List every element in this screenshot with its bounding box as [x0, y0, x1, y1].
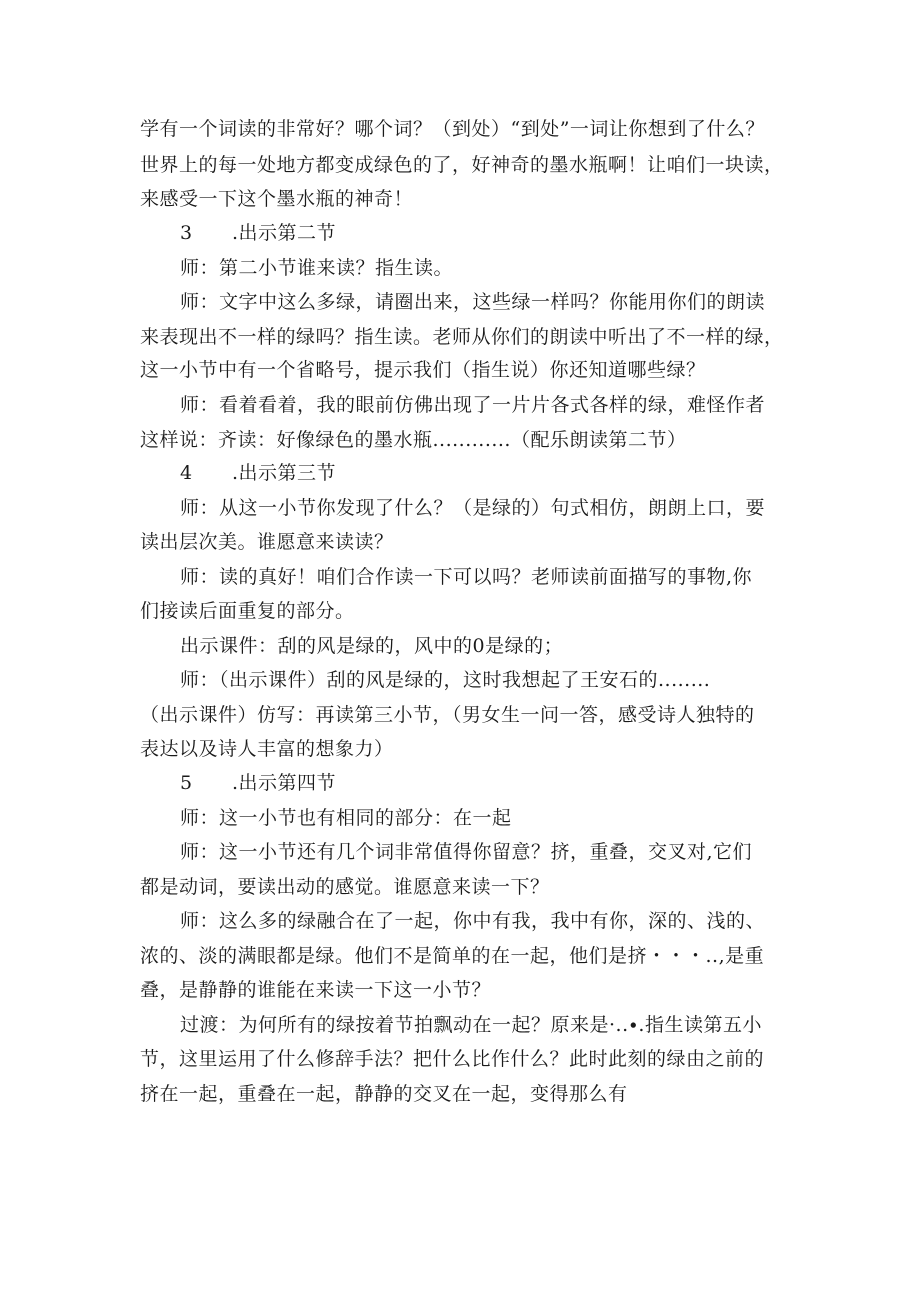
- section-number: 3: [180, 222, 193, 244]
- text-line: 师：这么多的绿融合在了一起，你中有我，我中有你，深的、浅的、: [180, 910, 766, 932]
- text-line: 过渡：为何所有的绿按着节拍飘动在一起？原来是·..∙.指生读第五小: [180, 1014, 762, 1036]
- text-line: 师：这一小节还有几个词非常值得你留意？挤，重叠，交叉对,它们: [180, 841, 753, 863]
- section-heading: [180, 461, 336, 485]
- text-line: 世界上的每一处地方都变成绿色的了，好神奇的墨水瓶啊！让咱们一块读，: [140, 154, 784, 176]
- text-line: 师：看着看着，我的眼前仿佛出现了一片片各式各样的绿，难怪作者: [180, 394, 766, 416]
- text-line: 师：文字中这么多绿，请圈出来，这些绿一样吗？你能用你们的朗读: [180, 291, 766, 313]
- text-line: 挤在一起，重叠在一起，静静的交叉在一起，变得那么有: [140, 1083, 628, 1105]
- text-line: 学有一个词读的非常好？哪个词？（到处）“到处”一词让你想到了什么？: [140, 118, 765, 140]
- text-line: 浓的、淡的满眼都是绿。他们不是简单的在一起，他们是挤・・・..,是重: [140, 945, 765, 967]
- text-line: 这样说：齐读：好像绿色的墨水瓶............（配乐朗读第二节）: [140, 429, 687, 451]
- text-line: 这一小节中有一个省略号，提示我们（指生说）你还知道哪些绿？: [140, 359, 706, 381]
- text-line: 师：（出示课件）刮的风是绿的，这时我想起了王安石的........: [180, 669, 711, 691]
- section-number: 5: [180, 772, 193, 794]
- section-number: 4: [180, 462, 193, 484]
- section-heading: [180, 771, 336, 795]
- text-line: 师：从这一小节你发现了什么？（是绿的）句式相仿，朗朗上口，要: [180, 497, 766, 519]
- text-line: 们接读后面重复的部分。: [140, 600, 355, 622]
- section-heading: [180, 221, 336, 245]
- section-title: .出示第三节: [232, 462, 337, 484]
- text-line: 叠，是静静的谁能在来读一下这一小节？: [140, 979, 492, 1001]
- text-line: 师：这一小节也有相同的部分：在一起: [180, 807, 512, 829]
- text-line: 出示课件：刮的风是绿的，风中的0是绿的；: [180, 635, 564, 657]
- text-line: 都是动词，要读出动的感觉。谁愿意来读一下？: [140, 876, 550, 898]
- text-line: 表达以及诗人丰富的想象力）: [140, 738, 394, 760]
- text-line: 节，这里运用了什么修辞手法？把什么比作什么？此时此刻的绿由之前的: [140, 1048, 765, 1070]
- text-line: 来表现出不一样的绿吗？指生读。老师从你们的朗读中听出了不一样的绿，: [140, 326, 784, 348]
- text-line: 来感受一下这个墨水瓶的神奇！: [140, 188, 414, 210]
- text-line: 师：读的真好！咱们合作读一下可以吗？老师读前面描写的事物,你: [180, 566, 753, 588]
- text-line: 师：第二小节谁来读？指生读。: [180, 257, 454, 279]
- section-title: .出示第二节: [232, 222, 337, 244]
- text-line: （出示课件）仿写：再读第三小节，（男女生一问一答，感受诗人独特的: [140, 704, 755, 726]
- section-title: .出示第四节: [232, 772, 337, 794]
- text-line: 读出层次美。谁愿意来读读？: [140, 531, 394, 553]
